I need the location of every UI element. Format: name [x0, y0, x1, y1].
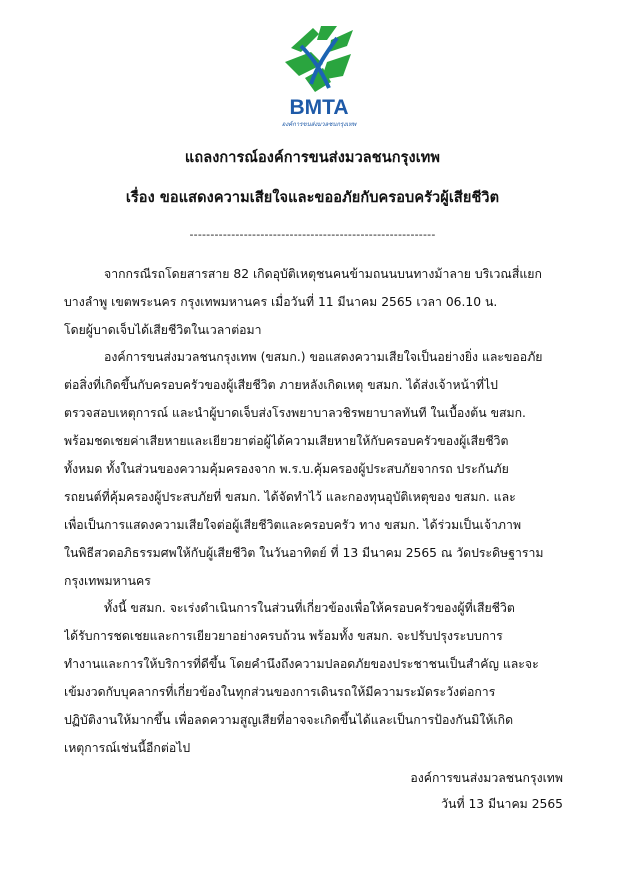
paragraph-line: บางลำพู เขตพระนคร กรุงเทพมหานคร เมื่อวันที่ 11 มีนาคม 2565 เวลา 06.10 น. [64, 295, 498, 309]
paragraph-line: กรุงเทพมหานคร [64, 574, 151, 588]
separator-line: ----------------------------------------------------------- [189, 228, 436, 241]
paragraph-line: ทั้งหมด ทั้งในส่วนของความคุ้มครองจาก พ.ร.บ.คุ้มครองผู้ประสบภัยจากรถ ประกันภัย [64, 462, 509, 476]
paragraph-line: ทั้งนี้ ขสมก. จะเร่งดำเนินการในส่วนที่เกี่ยวข้องเพื่อให้ครอบครัวของผู้ที่เสียชีวิต [104, 601, 515, 615]
paragraph-1 [64, 260, 562, 344]
paragraph-3 [64, 594, 562, 762]
document-title: แถลงการณ์องค์การขนส่งมวลชนกรุงเทพ [184, 150, 441, 166]
logo-subtitle: องค์การขนส่งมวลชนกรุงเทพ [281, 122, 357, 128]
paragraph-line: ต่อสิ่งที่เกิดขึ้นกับครอบครัวของผู้เสียชีวิต ภายหลังเกิดเหตุ ขสมก. ได้ส่งเจ้าหน้าที่ไป [64, 378, 498, 392]
signature-organization: องค์การขนส่งมวลชนกรุงเทพ [410, 771, 563, 785]
signature-date: วันที่ 13 มีนาคม 2565 [441, 797, 563, 811]
paragraph-line: องค์การขนส่งมวลชนกรุงเทพ (ขสมก.) ขอแสดงความเสียใจเป็นอย่างยิ่ง และขออภัย [104, 350, 543, 364]
paragraph-line: จากกรณีรถโดยสารสาย 82 เกิดอุบัติเหตุชนคนข้ามถนนบนทางม้าลาย บริเวณสี่แยก [104, 267, 542, 281]
paragraph-line: ได้รับการชดเชยและการเยียวยาอย่างครบถ้วน พร้อมทั้ง ขสมก. จะปรับปรุงระบบการ [64, 629, 503, 643]
document-subject: เรื่อง ขอแสดงความเสียใจและขออภัยกับครอบครัวผู้เสียชีวิต [125, 190, 500, 206]
paragraph-line: พร้อมชดเชยค่าเสียหายและเยียวยาต่อผู้ได้ความเสียหายให้กับครอบครัวของผู้เสียชีวิต [64, 434, 509, 448]
paragraph-line: โดยผู้บาดเจ็บได้เสียชีวิตในเวลาต่อมา [64, 323, 262, 337]
bmta-logo-icon [271, 18, 367, 134]
paragraph-2 [64, 343, 562, 595]
paragraph-line: ปฏิบัติงานให้มากขึ้น เพื่อลดความสูญเสียที่อาจจะเกิดขึ้นได้และเป็นการป้องกันมิให้เกิด [64, 713, 514, 727]
paragraph-line: เข้มงวดกับบุคลากรที่เกี่ยวข้องในทุกส่วนของการเดินรถให้มีความระมัดระวังต่อการ [64, 685, 496, 699]
paragraph-line: ทำงานและการให้บริการที่ดีขึ้น โดยคำนึงถึงความปลอดภัยของประชาชนเป็นสำคัญ และจะ [64, 657, 539, 671]
paragraph-line: เพื่อเป็นการแสดงความเสียใจต่อผู้เสียชีวิตและครอบครัว ทาง ขสมก. ได้ร่วมเป็นเจ้าภาพ [64, 518, 522, 532]
paragraph-line: เหตุการณ์เช่นนี้อีกต่อไป [64, 741, 191, 755]
bmta-logo [271, 18, 367, 134]
paragraph-line: ตรวจสอบเหตุการณ์ และนำผู้บาดเจ็บส่งโรงพยาบาลวชิรพยาบาลทันที ในเบื้องต้น ขสมก. [64, 406, 526, 420]
logo-name: BMTA [289, 96, 349, 119]
paragraph-line: รถยนต์ที่คุ้มครองผู้ประสบภัยที่ ขสมก. ได้จัดทำไว้ และกองทุนอุบัติเหตุของ ขสมก. และ [64, 490, 516, 504]
paragraph-line: ในพิธีสวดอภิธรรมศพให้กับผู้เสียชีวิต ในวันอาทิตย์ ที่ 13 มีนาคม 2565 ณ วัดประดิษฐาราม [64, 546, 544, 560]
